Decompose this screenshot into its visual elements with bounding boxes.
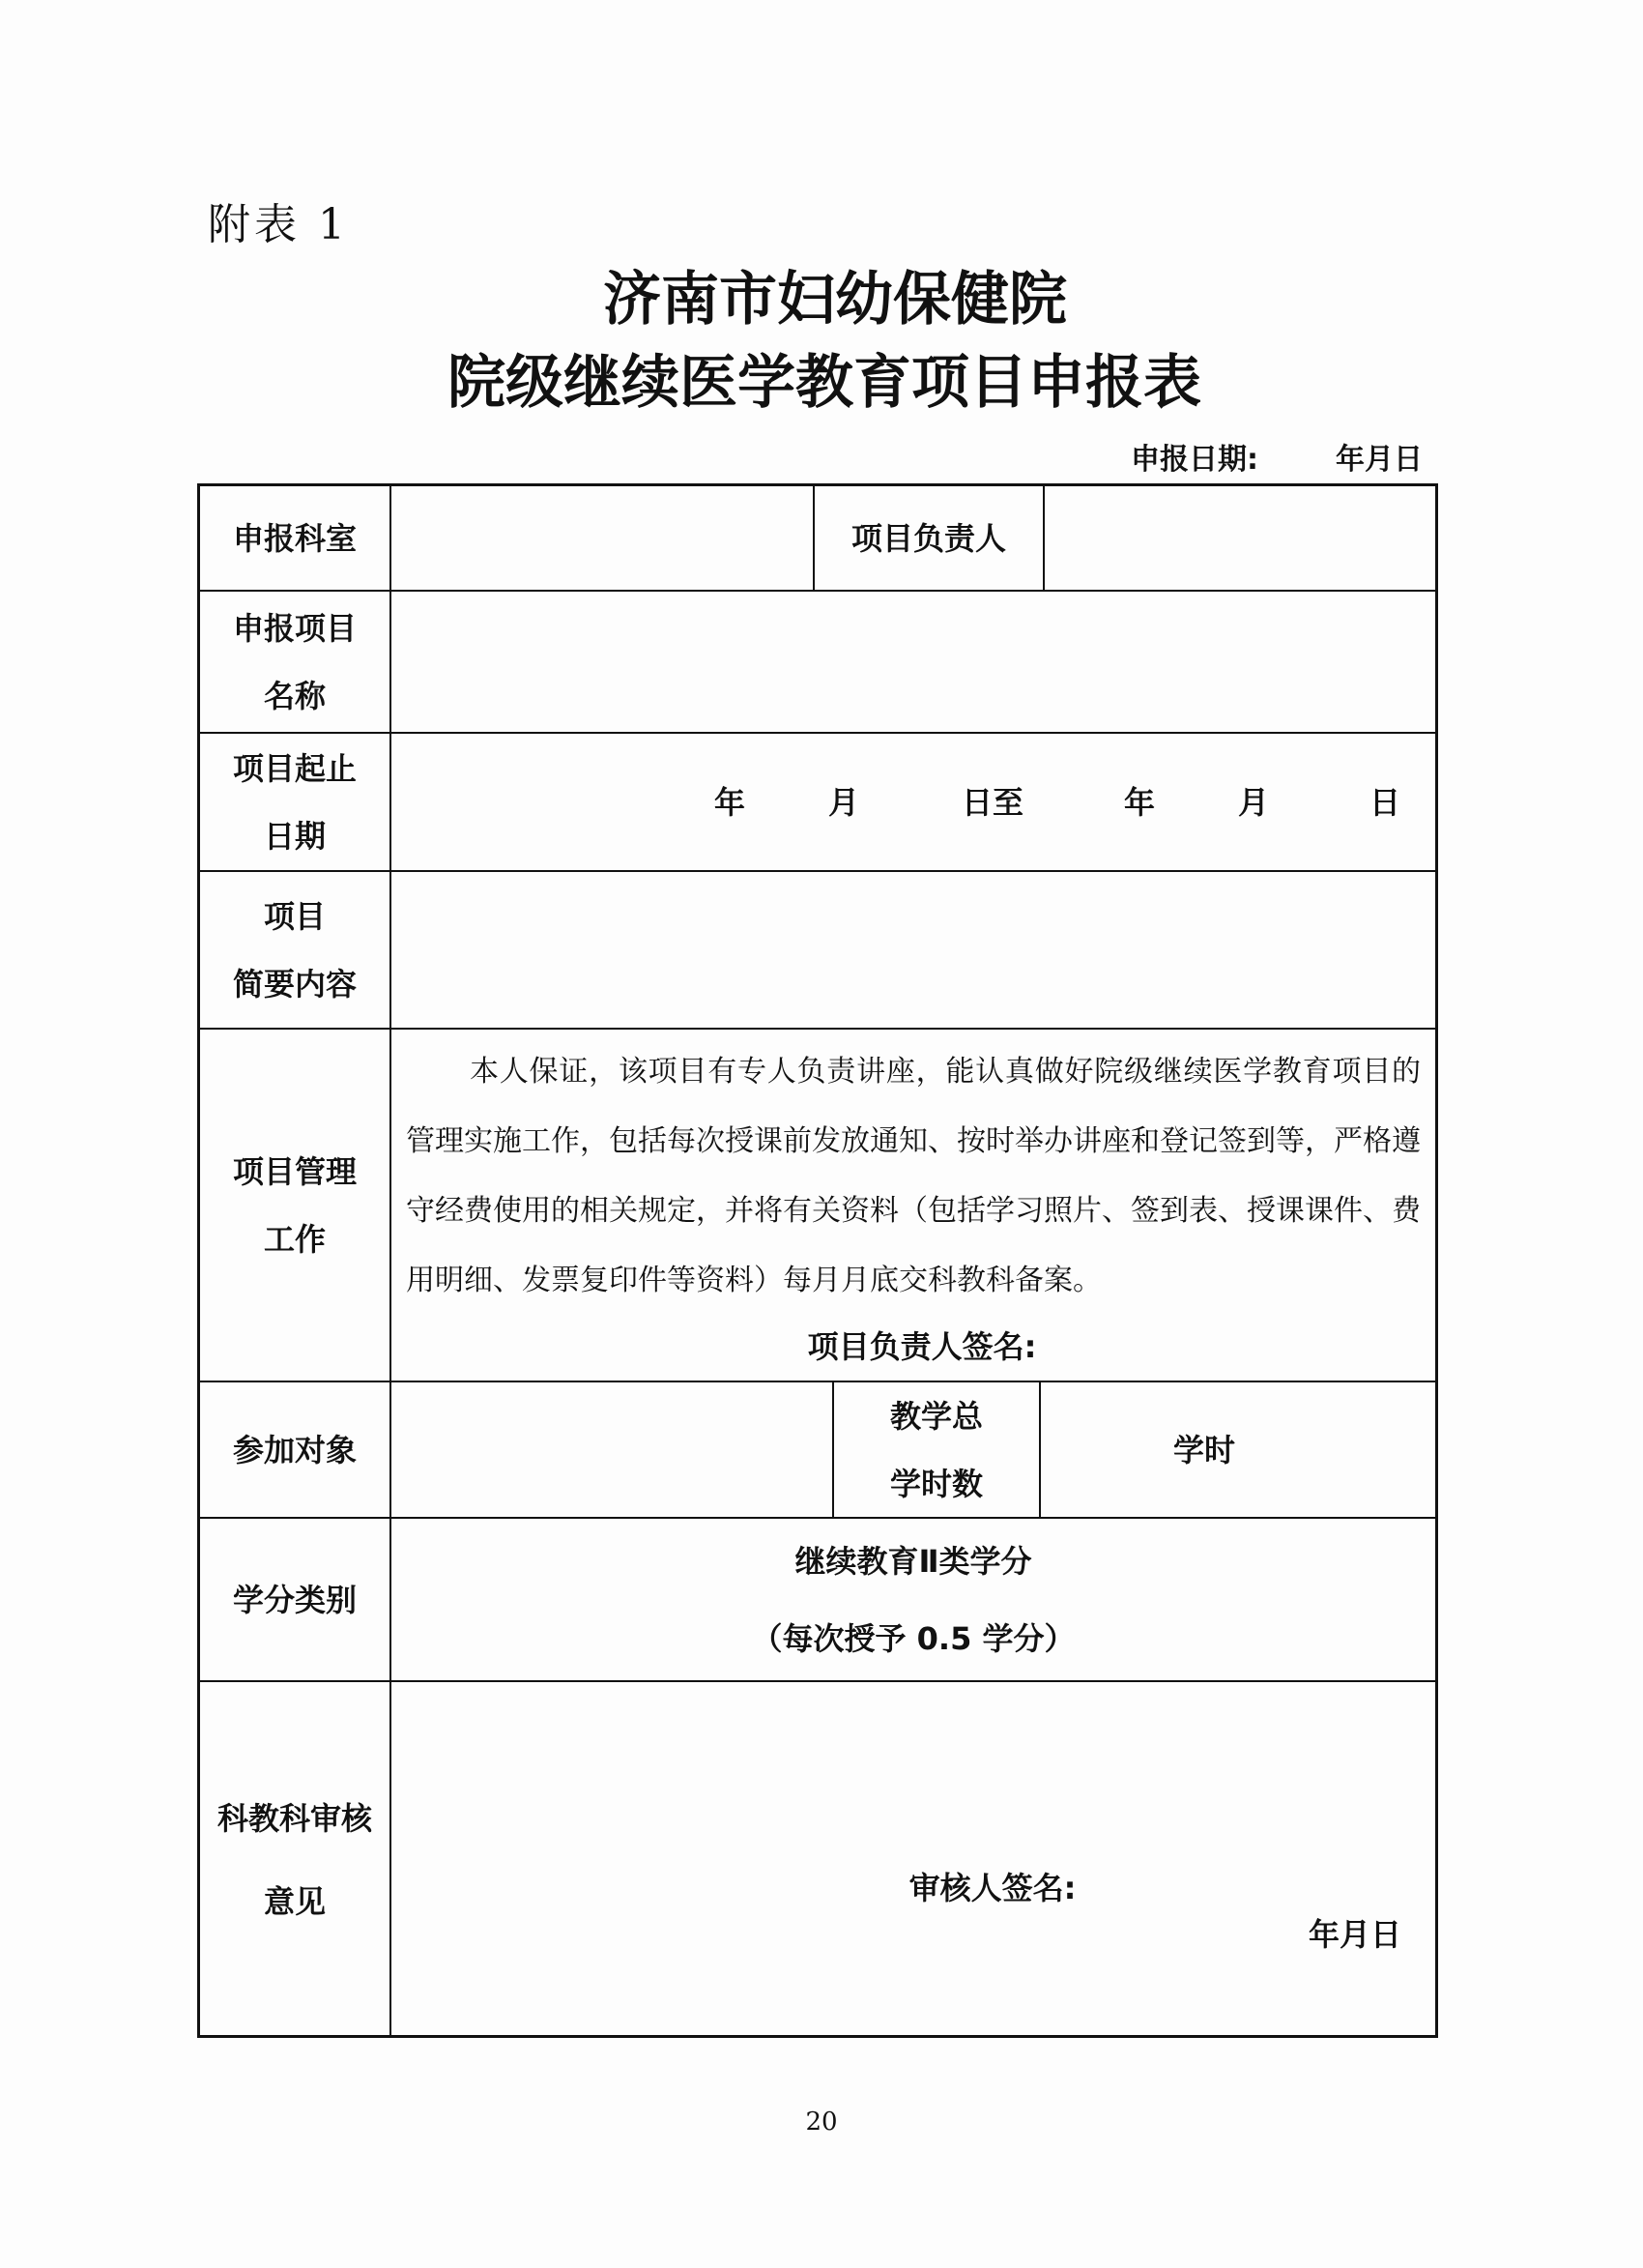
period-end-month: 月 — [1238, 783, 1270, 821]
period-end-day: 日 — [1369, 783, 1401, 821]
project-name-label: 申报项目 名称 — [232, 609, 357, 714]
leader-label: 项目负责人 — [850, 519, 1006, 557]
period-start-day-to: 日至 — [962, 783, 1024, 821]
application-date — [1131, 435, 1423, 478]
audience-label: 参加对象 — [232, 1431, 357, 1468]
management-label: 项目管理 工作 — [232, 1152, 357, 1258]
title-institution: 济南市妇幼保健院 — [603, 266, 1067, 334]
page-number: 20 — [805, 2108, 838, 2137]
credit-label: 学分类别 — [232, 1581, 357, 1618]
period-label: 项目起止 日期 — [232, 749, 357, 855]
application-form — [197, 483, 1438, 2038]
period-field[interactable] — [391, 734, 1435, 870]
management-statement: 本人保证，该项目有专人负责讲座，能认真做好院级继续医学教育项目的管理实施工作，包括每次授课前发放通知、按时举办讲座和登记签到等，严格遵守经费使用的相关规定，并将有关资料（包括学习照片、签到表、授课课件、费用明细、发票复印件等资料）每月月底交科教科备案。 — [406, 1055, 1421, 1297]
period-end-year: 年 — [1124, 783, 1156, 821]
project-name-field[interactable] — [391, 592, 1435, 732]
leader-field[interactable] — [1045, 486, 1435, 590]
audience-field[interactable] — [391, 1382, 832, 1517]
period-start-month: 月 — [828, 783, 860, 821]
application-date-value: 年月日 — [1336, 443, 1423, 477]
management-signature[interactable]: 项目负责人签名: — [807, 1328, 1037, 1365]
annex-label: 附表 1 — [208, 200, 349, 249]
department-field[interactable] — [391, 486, 813, 590]
credit-type-line2: （每次授予 0.5 学分） — [751, 1619, 1076, 1657]
review-signature[interactable]: 审核人签名: — [908, 1870, 1077, 1906]
hours-label: 教学总 学时数 — [889, 1397, 983, 1502]
review-date: 年月日 — [1308, 1916, 1401, 1953]
summary-label: 项目 简要内容 — [232, 897, 357, 1003]
title-form: 院级继续医学教育项目申报表 — [447, 349, 1201, 417]
application-date-label: 申报日期: — [1131, 443, 1258, 477]
department-label: 申报科室 — [232, 519, 357, 557]
review-label: 科教科审核 意见 — [216, 1800, 372, 1920]
credit-type-line1: 继续教育Ⅱ类学分 — [794, 1542, 1032, 1580]
summary-field[interactable] — [391, 872, 1435, 1028]
hours-field[interactable]: 学时 — [1172, 1431, 1235, 1468]
period-start-year: 年 — [714, 783, 746, 821]
credit-type — [391, 1519, 1435, 1680]
